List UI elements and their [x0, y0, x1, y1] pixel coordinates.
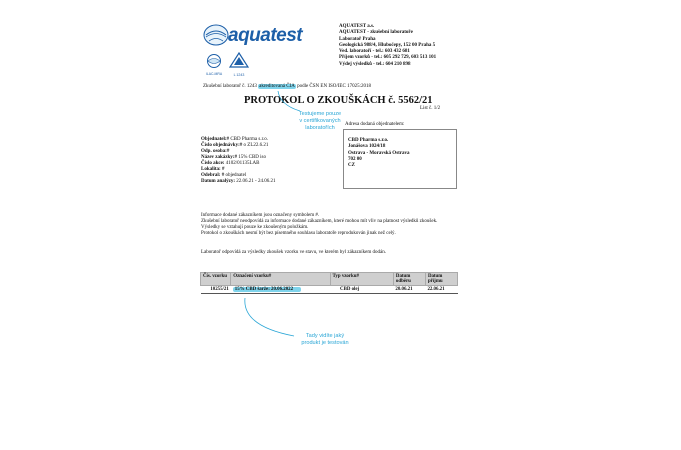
- accreditation-highlight: akreditovaná ČIA: [259, 84, 295, 89]
- aquatest-logo: [203, 24, 307, 48]
- lab-line: Ved. laboratoří - tel.: 603 432 681: [339, 49, 410, 55]
- ilac-badge: [204, 54, 224, 76]
- aquatest-logo-icon: [203, 24, 229, 46]
- lab-line: AQUATEST a.s.: [339, 24, 375, 29]
- ilac-mra-icon: [204, 54, 224, 70]
- annotation-arrow-2: [240, 296, 300, 346]
- header-sample-label: Označení vzorku#: [231, 273, 330, 286]
- address-line: CBD Pharma s.r.o.: [348, 138, 389, 143]
- cia-badge: [229, 52, 249, 77]
- lab-line: Laboratoř Praha: [339, 36, 376, 42]
- client-row: Datum analýzy: 22.06.21 - 24.06.21: [201, 179, 276, 184]
- sample-label-highlight: 15% CBD šarže: 20.06.2022: [233, 287, 301, 292]
- accreditation-standard: podle ČSN EN ISO/IEC 17025:2018: [297, 84, 371, 89]
- cell-sample-number: 10255/21: [201, 286, 231, 294]
- results-table: [200, 272, 458, 294]
- table-row: [201, 286, 458, 294]
- cia-triangle-icon: [229, 52, 249, 68]
- note-line: Zkušební laboratoř neodpovídá za informace dodané zákazníkem, které mohou mít vliv na platnost výsledků zkoušek.: [201, 219, 438, 224]
- cell-receipt-date: 22.06.21: [425, 286, 457, 294]
- client-row: Číslo objednávky:# o ZL22.6.21: [201, 143, 269, 148]
- address-heading: Adresa dodaná objednatelem:: [345, 122, 405, 127]
- results-header-row: [201, 273, 458, 286]
- header-sample-number: Čís. vzorku: [201, 273, 231, 286]
- lab-line: AQUATEST - zkušební laboratoře: [339, 30, 413, 36]
- header-sampling-date: Datum odběru: [393, 273, 425, 286]
- lab-line: Geologická 988/4, Hlubočepy, 152 00 Praha 5: [339, 42, 436, 48]
- cia-label: L 1243: [233, 73, 245, 77]
- client-row: Název zakázky:# 15% CBD iso: [201, 155, 266, 160]
- client-row: Číslo akce: 4102/01135LAB: [201, 161, 260, 166]
- annotation-tested-product: Tady vidíte jaký produkt je testován: [301, 333, 349, 346]
- address-line: Ostrava - Moravská Ostrava: [348, 150, 410, 156]
- accreditation-text: Zkušební laboratoř č. 1243: [203, 84, 257, 89]
- annotation-certified-labs: Testujeme pouze v certifikovaných laboratořích: [298, 111, 342, 131]
- address-box: [343, 129, 457, 189]
- address-line: 702 00: [348, 156, 362, 162]
- note-line: Výsledky se vztahují pouze ke zkoušeným položkám.: [201, 225, 309, 230]
- responsibility-note: Laboratoř odpovídá za výsledky zkoušek vzorku ve stavu, ve kterém byl zákazníkem dodán.: [201, 250, 386, 255]
- notes: [201, 213, 491, 237]
- address-line: CZ: [348, 163, 355, 169]
- client-row: Odebral: # objednatel: [201, 173, 247, 178]
- page-number: List č. 1/2: [420, 106, 441, 111]
- client-row: Odp. osoba:#: [201, 149, 230, 154]
- header-sample-type: Typ vzorku#: [330, 273, 393, 286]
- cell-sampling-date: 20.06.21: [393, 286, 425, 294]
- lab-info: [339, 24, 436, 68]
- ilac-label: ILAC-MRA: [205, 72, 223, 76]
- address-line: Jonášova 1024/18: [348, 144, 386, 150]
- client-row: Lokalita: #: [201, 167, 225, 172]
- lab-line: Příjem vzorků - tel.: 605 292 729, 603 513 101: [339, 55, 437, 61]
- header-receipt-date: Datum příjmu: [425, 273, 457, 286]
- client-info: [201, 137, 341, 185]
- brand-name: aquatest: [228, 25, 303, 46]
- note-line: Protokol o zkouškách nesmí být bez písemného souhlasu laboratoře reprodukován jinak než celý.: [201, 231, 396, 236]
- lab-line: Výdej výsledků - tel.: 604 210 898: [339, 61, 411, 67]
- cell-sample-label: [231, 286, 330, 294]
- cell-sample-type: CBD olej: [330, 286, 393, 294]
- protocol-title: PROTOKOL O ZKOUŠKÁCH č. 5562/21: [244, 95, 433, 106]
- client-row: Objednatel:# CBD Pharma s.r.o.: [201, 137, 268, 142]
- note-line: Informace dodané zákazníkem jsou označeny symbolem #.: [201, 213, 320, 218]
